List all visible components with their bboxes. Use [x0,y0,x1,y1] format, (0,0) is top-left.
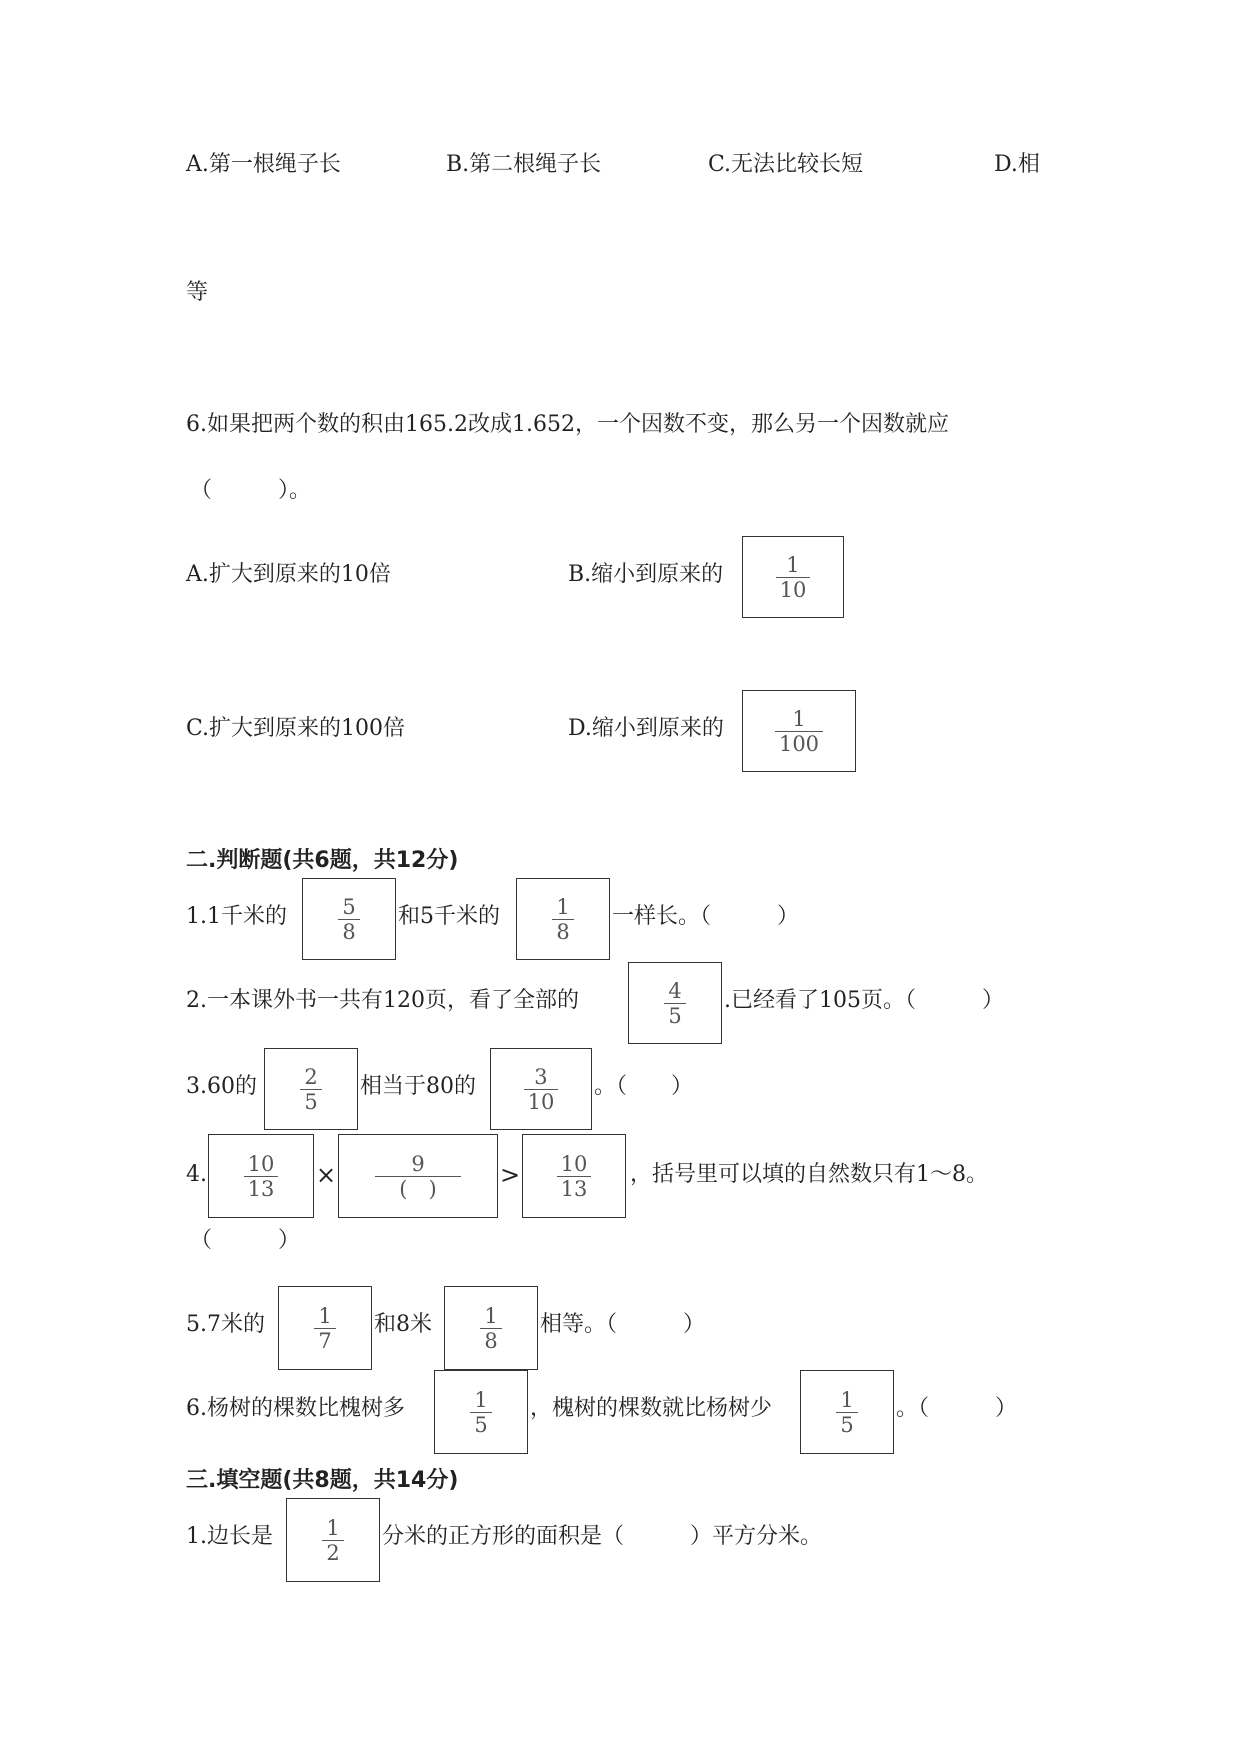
fraction [776,553,811,602]
fraction [338,895,359,944]
numerator: 4 [668,978,682,1003]
s2-q2-text: 2.一本课外书一共有120页，看了全部的 [186,988,579,1013]
s2-q1-text: 一样长。（ ） [612,904,800,929]
denominator: 8 [556,919,570,944]
fraction-box [264,1048,358,1130]
fraction [775,707,823,756]
numerator: 3 [534,1064,548,1089]
question-6-blank: （ ）。 [190,478,312,503]
section-title-judgement: 二.判断题(共6题，共12分) [186,848,459,873]
fraction-box [742,690,856,772]
s2-q5-text: 和8米 [374,1312,432,1337]
option-d: D.相 [994,152,1040,177]
denominator: 5 [304,1089,318,1114]
fraction-box [338,1134,498,1218]
s2-q1-text: 1.1千米的 [186,904,287,929]
numerator: 10 [247,1151,275,1176]
s2-q4-blank: （ ） [190,1228,301,1253]
fraction-box [434,1370,528,1454]
numerator: 2 [304,1064,318,1089]
fraction-box [516,878,610,960]
fraction-box [628,962,722,1044]
numerator: 1 [326,1515,340,1540]
s2-q5-text: 5.7米的 [186,1312,265,1337]
fraction-box [490,1048,592,1130]
s2-q2-text: .已经看了105页。（ ） [724,988,1004,1013]
s2-q6-text: 6.杨树的棵数比槐树多 [186,1396,405,1421]
s2-q1-text: 和5千米的 [398,904,500,929]
fraction-box [800,1370,894,1454]
fraction [664,979,685,1028]
numerator: 1 [484,1303,498,1328]
fraction-box [278,1286,372,1370]
denominator: 8 [342,919,356,944]
denominator: 13 [560,1176,588,1201]
fraction [244,1152,279,1201]
denominator: 2 [326,1540,340,1565]
fraction [524,1065,559,1114]
s2-q5-text: 相等。（ ） [540,1312,706,1337]
fraction-box [742,536,844,618]
fraction [300,1065,321,1114]
question-6-text: 6.如果把两个数的积由165.2改成1.652，一个因数不变，那么另一个因数就应 [186,412,949,437]
s2-q6-text: 。（ ） [896,1396,1018,1421]
q6-option-c: C.扩大到原来的100倍 [186,716,406,741]
fraction-box [302,878,396,960]
fraction-box [522,1134,626,1218]
denominator: 5 [474,1412,488,1437]
q6-option-d: D.缩小到原来的 [568,716,724,741]
fraction [552,895,573,944]
s3-q1-text: 分米的正方形的面积是（ ）平方分米。 [382,1524,823,1549]
section-title-fill-blank: 三.填空题(共8题，共14分) [186,1468,459,1493]
denominator: 7 [318,1328,332,1353]
numerator: 10 [560,1151,588,1176]
denominator: 100 [778,731,820,756]
denominator-blank: ( ) [399,1176,437,1201]
s3-q1-text: 1.边长是 [186,1524,273,1549]
option-c: C.无法比较长短 [708,152,864,177]
times-sign: × [316,1161,337,1189]
numerator: 1 [318,1303,332,1328]
denominator: 13 [247,1176,275,1201]
numerator: 1 [786,552,800,577]
s2-q3-text: 。（ ） [594,1074,694,1099]
q6-option-a: A.扩大到原来的10倍 [186,562,391,587]
s2-q4-text: 4. [186,1162,207,1187]
fraction [836,1388,857,1437]
denominator: 10 [779,577,807,602]
denominator: 5 [668,1003,682,1028]
s2-q6-text: ，槐树的棵数就比杨树少 [530,1396,773,1421]
fraction [557,1152,592,1201]
fraction [322,1516,343,1565]
greater-than-sign: > [500,1161,521,1189]
fraction [314,1304,335,1353]
fraction [470,1388,491,1437]
s2-q4-text: ，括号里可以填的自然数只有1～8。 [630,1162,988,1187]
s2-q3-text: 相当于80的 [360,1074,476,1099]
s2-q3-text: 3.60的 [186,1074,257,1099]
numerator: 9 [411,1151,425,1176]
fraction-box [286,1498,380,1582]
numerator: 1 [474,1387,488,1412]
option-d-continued: 等 [186,280,209,305]
option-b: B.第二根绳子长 [446,152,602,177]
q6-option-b: B.缩小到原来的 [568,562,724,587]
numerator: 5 [342,894,356,919]
fraction [375,1152,461,1201]
denominator: 5 [840,1412,854,1437]
fraction-box [208,1134,314,1218]
option-a: A.第一根绳子长 [186,152,341,177]
denominator: 8 [484,1328,498,1353]
numerator: 1 [556,894,570,919]
numerator: 1 [792,706,806,731]
fraction-box [444,1286,538,1370]
numerator: 1 [840,1387,854,1412]
fraction [480,1304,501,1353]
denominator: 10 [527,1089,555,1114]
